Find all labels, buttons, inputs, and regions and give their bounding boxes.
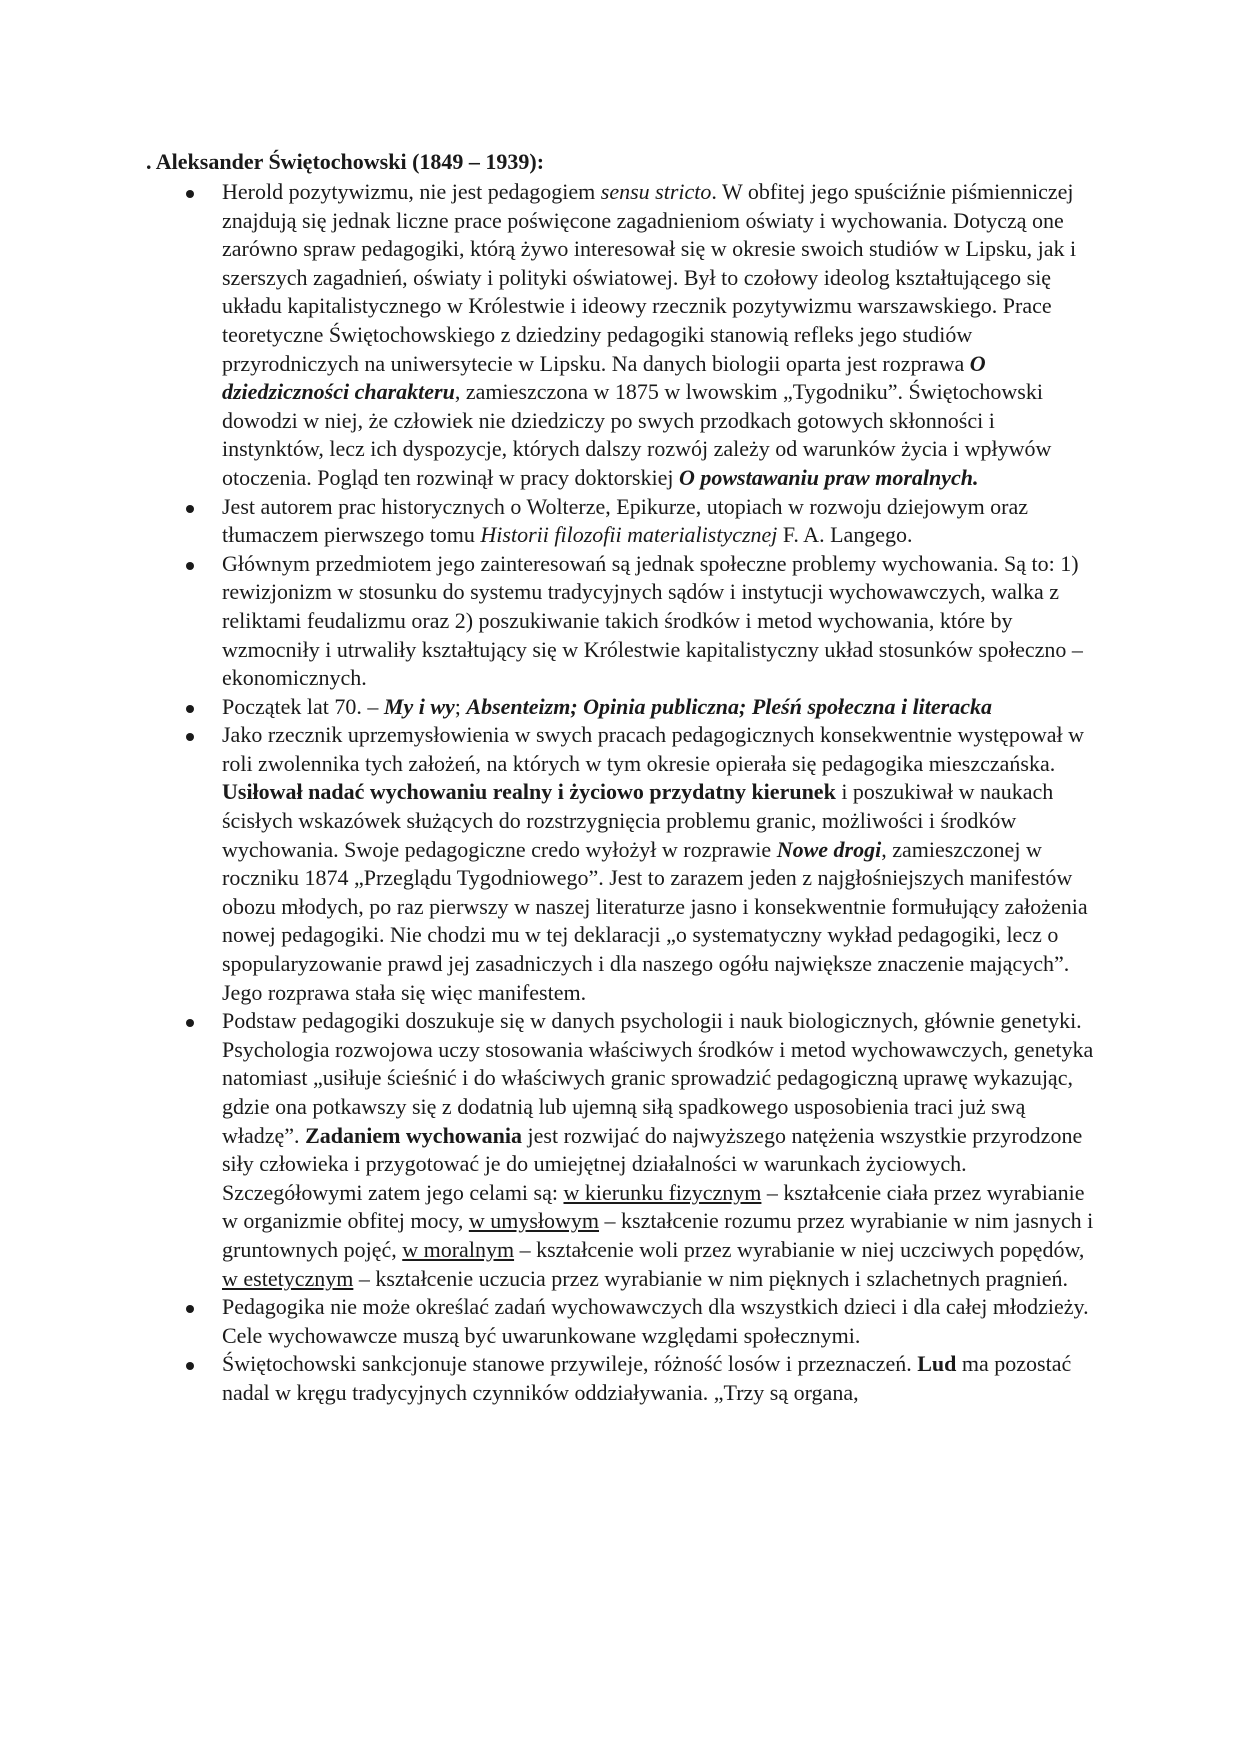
- bullet-dot-icon: [186, 733, 194, 741]
- text-segment: – kształcenie uczucia przez wyrabianie w nim pięknych i szlachetnych pragnień.: [353, 1265, 1069, 1291]
- text-segment: Jest autorem prac historycznych o Wolterze, Epikurze, utopiach w rozwoju dziejowym oraz tłumaczem pierwszego tomu: [222, 493, 1029, 548]
- text-segment: – kształcenie ciała przez wyrabianie w organizmie obfitej mocy,: [222, 1179, 1085, 1234]
- text-segment: Nowe drogi: [776, 836, 882, 862]
- bullet-item: [222, 1007, 1097, 1293]
- text-segment: Pedagogika nie może określać zadań wychowawczych dla wszystkich dzieci i dla całej młodzieży. Cele wychowawcze muszą być uwarunkowane względami społecznymi.: [222, 1294, 1089, 1348]
- bullet-item: [222, 1350, 1097, 1407]
- bullet-item: [222, 693, 1097, 722]
- bullet-dot-icon: [186, 505, 194, 513]
- bullet-dot-icon: [186, 1362, 194, 1370]
- text-segment: – kształcenie woli przez wyrabianie w niej uczciwych popędów,: [514, 1236, 1085, 1262]
- bullet-item: [222, 178, 1097, 493]
- text-segment: w kierunku fizycznym: [563, 1179, 762, 1205]
- bullet-dot-icon: [186, 1305, 194, 1313]
- text-segment: . W obfitej jego spuściźnie piśmienniczej znajdują się jednak liczne prace poświęcone zagadnieniom oświaty i wychowania. Dotyczą one zarówno spraw pedagogiki, którą żywo interesował się w okresie swoich studiów w Lipsku, jak i szerszych zagadnień, oświaty i polityki oświatowej. Był to czołowy ideolog kształtującego się układu kapitalistycznego w Królestwie i ideowy rzecznik pozytywizmu warszawskiego. Prace teoretyczne Świętochowskiego z dziedziny pedagogiki stanowią refleks jego studiów przyrodniczych na uniwersytecie w Lipsku. Na danych biologii oparta jest rozprawa: [222, 179, 1077, 376]
- text-segment: , zamieszczonej w roczniku 1874 „Przeglądu Tygodniowego”. Jest to zarazem jeden z najgłośniejszych manifestów obozu młodych, po raz pierwszy w naszej literaturze jasno i konsekwentnie formułujący założenia nowej pedagogiki. Nie chodzi mu w tej deklaracji „o systematyczny wykład pedagogiki, lecz o spopularyzowanie prawd jej zasadniczych i dla naszego ogółu największe znaczenie mających”. Jego rozprawa stała się więc manifestem.: [222, 836, 1088, 1005]
- text-segment: F. A. Langego.: [777, 522, 913, 548]
- text-segment: w moralnym: [402, 1236, 515, 1262]
- text-segment: Początek lat 70. –: [222, 693, 384, 719]
- bullet-dot-icon: [186, 190, 194, 198]
- text-segment: Absenteizm; Opinia publiczna; Pleśń społeczna i literacka: [466, 693, 992, 719]
- text-segment: Historii filozofii materialistycznej: [480, 522, 778, 548]
- bullet-dot-icon: [186, 1019, 194, 1027]
- text-segment: Świętochowski sankcjonuje stanowe przywileje, różność losów i przeznaczeń.: [222, 1351, 918, 1377]
- text-segment: , zamieszczona w 1875 w lwowskim „Tygodniku”. Świętochowski dowodzi w niej, że człowiek nie dziedziczy po swych przodkach gotowych skłonności i instynktów, lecz ich dyspozycje, których dalszy rozwój zależy od warunków życia i wpływów otoczenia. Pogląd ten rozwinął w pracy doktorskiej: [222, 379, 1052, 490]
- text-segment: Jako rzecznik uprzemysłowienia w swych pracach pedagogicznych konsekwentnie występował w roli zwolennika tych założeń, na których w tym okresie opierała się pedagogika mieszczańska.: [222, 722, 1084, 776]
- text-segment: ma pozostać nadal w kręgu tradycyjnych czynników oddziaływania. „Trzy są organa,: [222, 1351, 1072, 1405]
- bullet-item: [222, 550, 1097, 693]
- bullet-item: [222, 1293, 1097, 1350]
- text-segment: O powstawaniu praw moralnych.: [678, 464, 979, 490]
- text-segment: Zadaniem wychowania: [305, 1122, 523, 1148]
- text-segment: O dziedziczności charakteru: [222, 350, 986, 405]
- text-segment: jest rozwijać do najwyższego natężenia wszystkie przyrodzone siły człowieka i przygotować je do umiejętnej działalności w warunkach życiowych. Szczegółowymi zatem jego celami są:: [222, 1122, 1083, 1205]
- text-segment: My i wy: [383, 693, 455, 719]
- text-segment: Podstaw pedagogiki doszukuje się w danych psychologii i nauk biologicznych, głównie genetyki. Psychologia rozwojowa uczy stosowania właściwych środków i metod wychowawczych, genetyka natomiast „usiłuje ścieśnić i do właściwych granic sprowadzić pedagogiczną uprawę wykazując, gdzie ona potkawszy się z dodatnią lub ujemną siłą spadkowego usposobienia traci już swą władzę”.: [222, 1008, 1094, 1148]
- text-segment: sensu stricto: [600, 179, 712, 204]
- text-segment: Herold pozytywizmu, nie jest pedagogiem: [222, 179, 601, 204]
- text-segment: w umysłowym: [468, 1208, 600, 1234]
- text-segment: w estetycznym: [222, 1265, 354, 1291]
- bullet-dot-icon: [186, 562, 194, 570]
- text-segment: i poszukiwał w naukach ścisłych wskazówek służących do rozstrzygnięcia problemu granic, możliwości i środków wychowania. Swoje pedagogiczne credo wyłożył w rozprawie: [222, 779, 1054, 862]
- bullet-list: [222, 178, 1097, 1408]
- text-segment: – kształcenie rozumu przez wyrabianie w nim jasnych i gruntownych pojęć,: [222, 1208, 1094, 1262]
- section-heading: . Aleksander Świętochowski (1849 – 1939):: [146, 149, 545, 174]
- bullet-item: [222, 493, 1097, 550]
- bullet-dot-icon: [186, 705, 194, 713]
- text-segment: Głównym przedmiotem jego zainteresowań są jednak społeczne problemy wychowania. Są to: 1) rewizjonizm w stosunku do systemu tradycyjnych sądów i instytucji wychowawczych, walka z reliktami feudalizmu oraz 2) poszukiwanie takich środków i metod wychowania, które by wzmocniły i utrwaliły kształtujący się w Królestwie kapitalistyczny układ stosunków społeczno – ekonomicznych.: [222, 550, 1083, 691]
- bullet-item: [222, 721, 1097, 1007]
- text-segment: Lud: [917, 1351, 957, 1377]
- text-segment: ;: [454, 693, 467, 719]
- text-segment: Usiłował nadać wychowaniu realny i życiowo przydatny kierunek: [222, 779, 836, 805]
